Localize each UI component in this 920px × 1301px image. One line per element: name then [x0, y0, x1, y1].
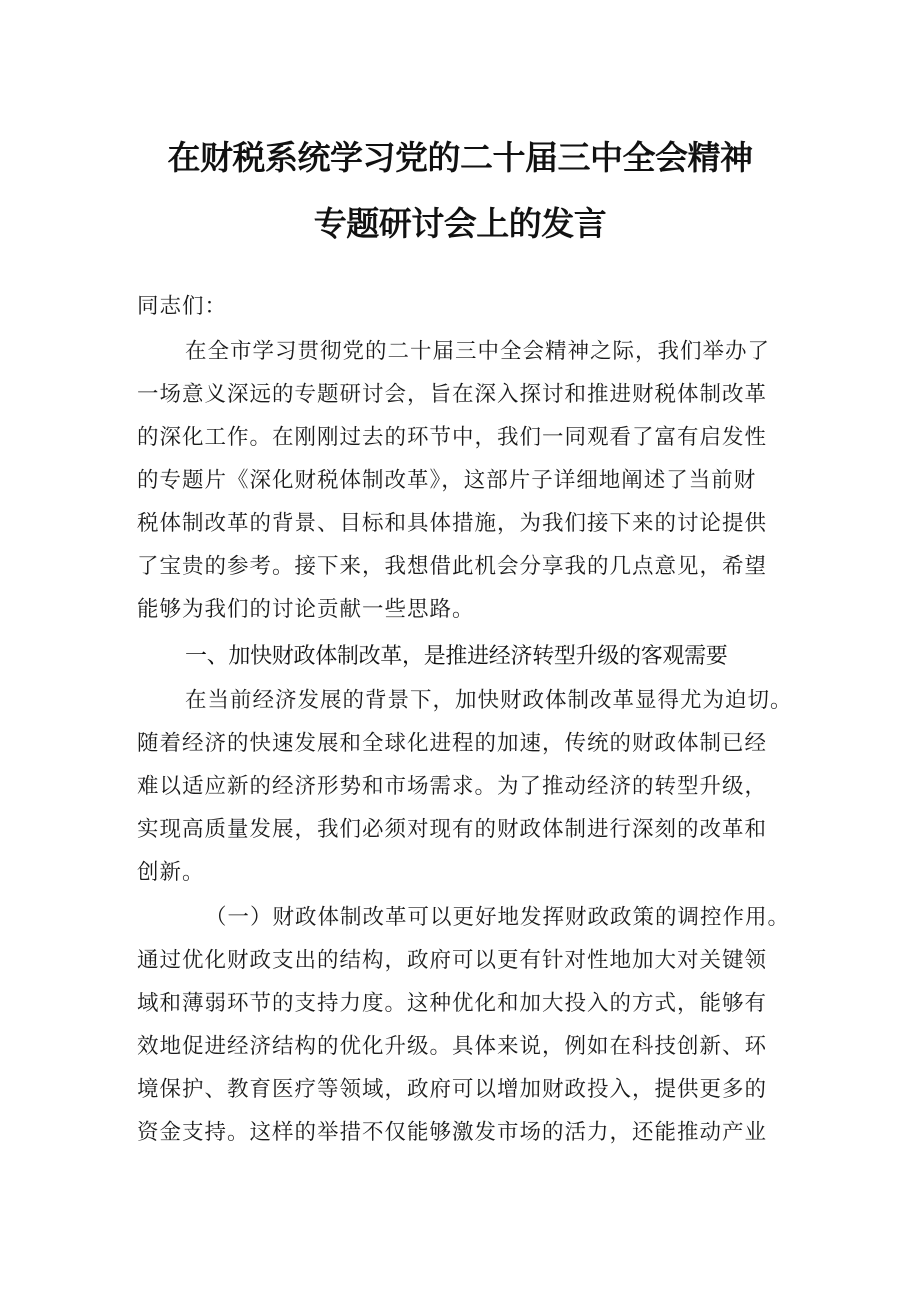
paragraph-line: （一）财政体制改革可以更好地发挥财政政策的调控作用。 — [205, 905, 791, 930]
paragraph-line: 税体制改革的背景、目标和具体措施，为我们接下来的讨论提供 — [137, 511, 768, 536]
paragraph-line: 资金支持。这样的举措不仅能够激发市场的活力，还能推动产业 — [137, 1120, 768, 1145]
paragraph-line: 的深化工作。在刚刚过去的环节中，我们一同观看了富有启发性 — [137, 425, 768, 450]
salutation: 同志们： — [137, 294, 228, 319]
paragraph-line: 了宝贵的参考。接下来，我想借此机会分享我的几点意见，希望 — [137, 554, 768, 579]
paragraph-line: 一场意义深远的专题研讨会，旨在深入探讨和推进财税体制改革 — [137, 382, 768, 407]
paragraph-line: 创新。 — [137, 860, 205, 885]
paragraph-line: 通过优化财政支出的结构，政府可以更有针对性地加大对关键领 — [137, 948, 768, 973]
paragraph-line: 境保护、教育医疗等领域，政府可以增加财政投入，提供更多的 — [137, 1077, 768, 1102]
document-title-line-2: 专题研讨会上的发言 — [313, 204, 607, 243]
paragraph-line: 效地促进经济结构的优化升级。具体来说，例如在科技创新、环 — [137, 1034, 768, 1059]
paragraph-line: 能够为我们的讨论贡献一些思路。 — [137, 597, 475, 622]
paragraph-line: 随着经济的快速发展和全球化进程的加速，传统的财政体制已经 — [137, 731, 768, 756]
paragraph-line: 实现高质量发展，我们必须对现有的财政体制进行深刻的改革和 — [137, 817, 768, 842]
paragraph-line: 的专题片《深化财税体制改革》，这部片子详细地阐述了当前财 — [137, 468, 757, 493]
document-title-line-1: 在财税系统学习党的二十届三中全会精神 — [167, 138, 753, 177]
section-heading: 一、加快财政体制改革，是推进经济转型升级的客观需要 — [185, 644, 728, 669]
paragraph-line: 在全市学习贯彻党的二十届三中全会精神之际，我们举办了 — [185, 339, 771, 364]
paragraph-line: 域和薄弱环节的支持力度。这种优化和加大投入的方式，能够有 — [137, 991, 768, 1016]
paragraph-line: 在当前经济发展的背景下，加快财政体制改革显得尤为迫切。 — [185, 688, 793, 713]
paragraph-line: 难以适应新的经济形势和市场需求。为了推动经济的转型升级， — [137, 774, 768, 799]
